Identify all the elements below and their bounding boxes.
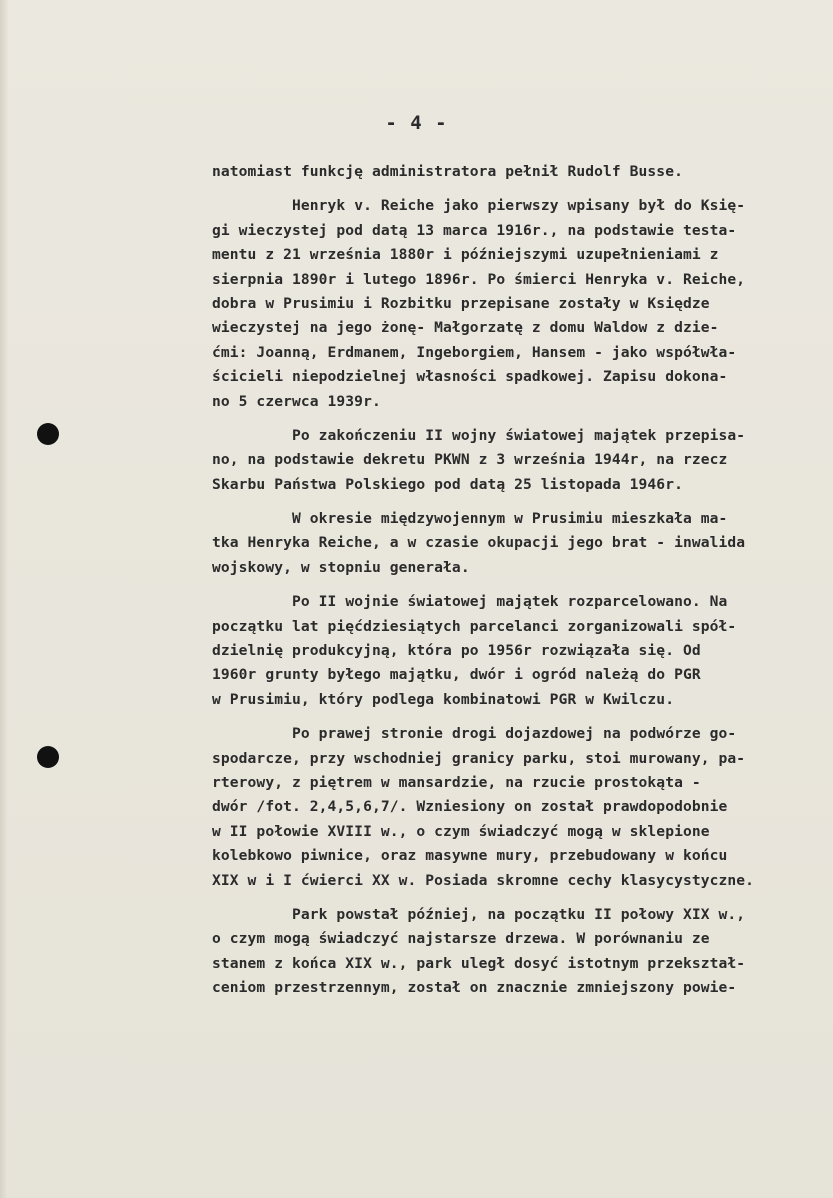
text-line: W okresie międzywojennym w Prusimiu mieszkała ma- bbox=[292, 510, 728, 528]
text-line: o czym mogą świadczyć najstarsze drzewa. W porównaniu ze bbox=[212, 930, 710, 948]
text-line: w II połowie XVIII w., o czym świadczyć mogą w sklepione bbox=[212, 822, 710, 840]
text-line: Po zakończeniu II wojny światowej majątek przepisa- bbox=[292, 426, 746, 444]
text-line: wieczystej na jego żonę- Małgorzatę z domu Waldow z dzie- bbox=[212, 319, 719, 337]
text-line: ćmi: Joanną, Erdmanem, Ingeborgiem, Hansem - jako współwła- bbox=[212, 343, 737, 361]
paragraph-gap bbox=[212, 580, 812, 590]
typewritten-body bbox=[212, 160, 812, 1001]
text-line: początku lat pięćdziesiątych parcelanci zorganizowali spół- bbox=[212, 617, 737, 635]
paragraph bbox=[212, 903, 812, 1001]
text-line: rterowy, z piętrem w mansardzie, na rzucie prostokąta - bbox=[212, 773, 701, 791]
paragraph bbox=[212, 424, 812, 497]
paragraph bbox=[212, 194, 812, 414]
text-line: ceniom przestrzennym, został on znacznie zmniejszony powie- bbox=[212, 979, 737, 997]
text-line: dobra w Prusimiu i Rozbitku przepisane zostały w Księdze bbox=[212, 294, 710, 312]
punch-hole-upper bbox=[37, 423, 59, 445]
paragraph bbox=[212, 590, 812, 712]
text-line: no, na podstawie dekretu PKWN z 3 września 1944r, na rzecz bbox=[212, 451, 728, 469]
paragraph-gap bbox=[212, 893, 812, 903]
text-line: kolebkowo piwnice, oraz masywne mury, przebudowany w końcu bbox=[212, 847, 728, 865]
paragraph-gap bbox=[212, 497, 812, 507]
text-line: dwór /fot. 2,4,5,6,7/. Wzniesiony on został prawdopodobnie bbox=[212, 798, 728, 816]
text-line: spodarcze, przy wschodniej granicy parku, stoi murowany, pa- bbox=[212, 749, 746, 767]
text-line: Skarbu Państwa Polskiego pod datą 25 listopada 1946r. bbox=[212, 475, 683, 493]
text-line: wojskowy, w stopniu generała. bbox=[212, 558, 470, 576]
punch-hole-lower bbox=[37, 746, 59, 768]
paragraph bbox=[212, 160, 812, 184]
text-line: dzielnię produkcyjną, która po 1956r rozwiązała się. Od bbox=[212, 642, 701, 660]
text-line: stanem z końca XIX w., park uległ dosyć istotnym przekształ- bbox=[212, 954, 746, 972]
paragraph bbox=[212, 722, 812, 893]
page-number: - 4 - bbox=[385, 112, 448, 134]
text-line: ścicieli niepodzielnej własności spadkowej. Zapisu dokona- bbox=[212, 368, 728, 386]
text-line: Po II wojnie światowej majątek rozparcelowano. Na bbox=[292, 593, 728, 611]
text-line: tka Henryka Reiche, a w czasie okupacji jego brat - inwalida bbox=[212, 534, 746, 552]
text-line: sierpnia 1890r i lutego 1896r. Po śmierci Henryka v. Reiche, bbox=[212, 270, 746, 288]
paragraph-gap bbox=[212, 414, 812, 424]
text-line: XIX w i I ćwierci XX w. Posiada skromne cechy klasycystyczne. bbox=[212, 871, 755, 889]
text-line: Park powstał później, na początku II połowy XIX w., bbox=[292, 905, 746, 923]
text-line: gi wieczystej pod datą 13 marca 1916r., na podstawie testa- bbox=[212, 221, 737, 239]
paragraph bbox=[212, 507, 812, 580]
text-line: Henryk v. Reiche jako pierwszy wpisany był do Księ- bbox=[292, 197, 746, 215]
text-line: mentu z 21 września 1880r i późniejszymi uzupełnieniami z bbox=[212, 246, 719, 264]
text-line: natomiast funkcję administratora pełnił Rudolf Busse. bbox=[212, 163, 683, 180]
text-line: w Prusimiu, który podlega kombinatowi PGR w Kwilczu. bbox=[212, 690, 675, 708]
paragraph-gap bbox=[212, 184, 812, 194]
page-left-edge bbox=[0, 0, 8, 1198]
paragraph-gap bbox=[212, 712, 812, 722]
text-line: 1960r grunty byłego majątku, dwór i ogród należą do PGR bbox=[212, 666, 701, 684]
text-line: no 5 czerwca 1939r. bbox=[212, 392, 381, 410]
text-line: Po prawej stronie drogi dojazdowej na podwórze go- bbox=[292, 725, 737, 743]
